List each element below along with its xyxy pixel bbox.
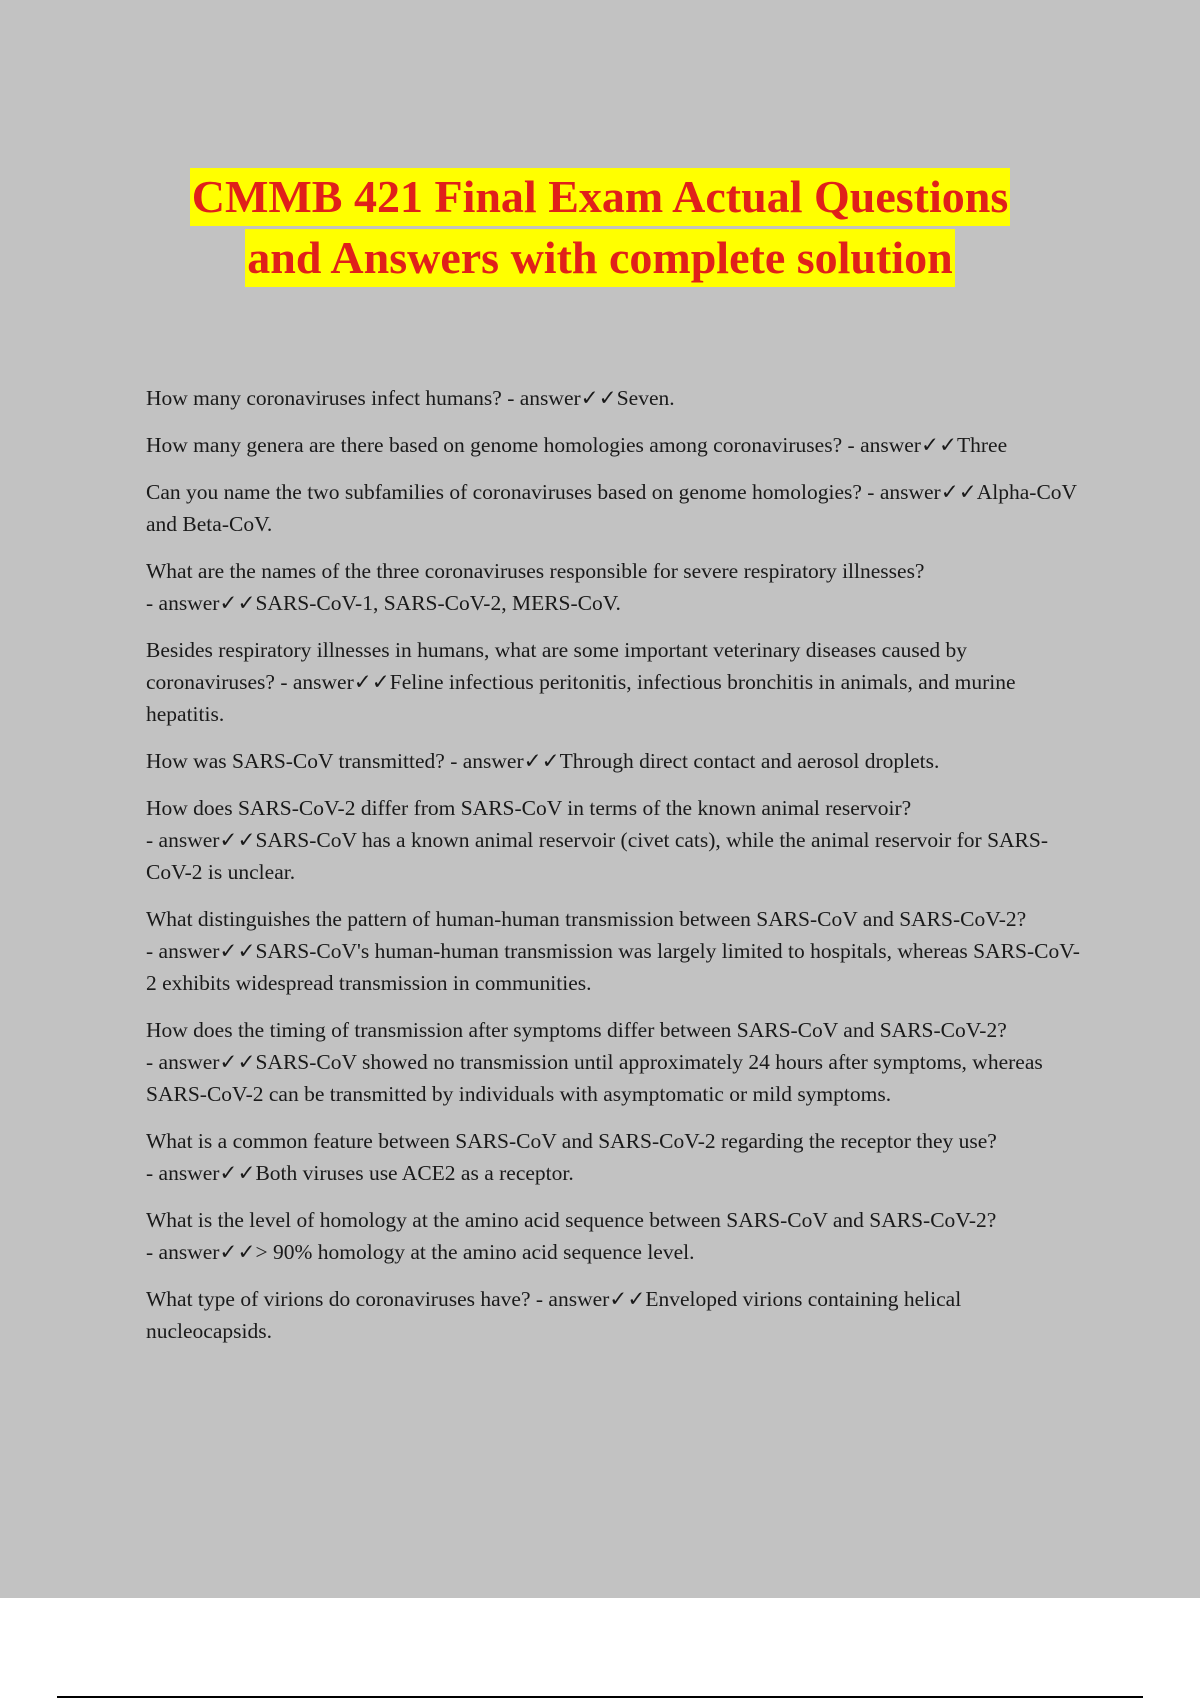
qa-separator: - — [146, 939, 159, 963]
question-text: What type of virions do coronaviruses have? — [146, 1287, 531, 1311]
title-line: CMMB 421 Final Exam Actual Questions — [190, 168, 1011, 226]
answer-marker: answer✓✓ — [158, 591, 256, 615]
question-text: What is the level of homology at the amino acid sequence between SARS-CoV and SARS-CoV-2? — [146, 1208, 997, 1232]
qa-item — [146, 745, 1086, 777]
answer-marker: answer✓✓ — [158, 828, 256, 852]
answer-marker: answer✓✓ — [548, 1287, 646, 1311]
qa-item — [146, 382, 1086, 414]
qa-separator: - — [146, 828, 159, 852]
qa-separator: - — [444, 749, 463, 773]
answer-marker: answer✓✓ — [879, 480, 977, 504]
qa-item — [146, 792, 1086, 888]
qa-item — [146, 903, 1086, 999]
answer-marker: answer✓✓ — [158, 939, 256, 963]
question-text: What are the names of the three coronaviruses responsible for severe respiratory illnesses? — [146, 559, 925, 583]
question-text: How many genera are there based on genome homologies among coronaviruses? — [146, 433, 843, 457]
answer-marker: answer✓✓ — [462, 749, 560, 773]
question-text: Besides respiratory illnesses in humans, what are some important veterinary diseases caused by coronaviruses? — [146, 638, 967, 694]
answer-text: Enveloped virions containing helical nucleocapsids. — [146, 1287, 962, 1343]
answer-text: Feline infectious peritonitis, infectious bronchitis in animals, and murine hepatitis. — [146, 670, 1016, 726]
qa-item — [146, 1204, 1086, 1268]
answer-marker: answer✓✓ — [158, 1050, 256, 1074]
qa-separator: - — [146, 1050, 159, 1074]
title-line: and Answers with complete solution — [245, 229, 954, 287]
answer-text: SARS-CoV showed no transmission until approximately 24 hours after symptoms, whereas SARS-CoV-2 can be transmitted by individuals with asymptomatic or mild symptoms. — [146, 1050, 1043, 1106]
answer-text: Through direct contact and aerosol droplets. — [559, 749, 940, 773]
qa-item — [146, 1283, 1086, 1347]
qa-separator: - — [501, 386, 520, 410]
question-text: Can you name the two subfamilies of coronaviruses based on genome homologies? — [146, 480, 862, 504]
answer-text: SARS-CoV's human-human transmission was largely limited to hospitals, whereas SARS-CoV-2 exhibits widespread transmission in communities. — [146, 939, 1080, 995]
answer-text: Both viruses use ACE2 as a receptor. — [255, 1161, 574, 1185]
answer-text: Seven. — [616, 386, 675, 410]
document-title — [0, 168, 1200, 290]
answer-text: SARS-CoV has a known animal reservoir (civet cats), while the animal reservoir for SARS-CoV-2 is unclear. — [146, 828, 1049, 884]
answer-text: SARS-CoV-1, SARS-CoV-2, MERS-CoV. — [255, 591, 621, 615]
answer-text: Alpha-CoV and Beta-CoV. — [146, 480, 1077, 536]
question-text: How many coronaviruses infect humans? — [146, 386, 502, 410]
footer-divider — [57, 1696, 1143, 1698]
qa-item — [146, 634, 1086, 730]
qa-separator: - — [146, 1161, 159, 1185]
qa-separator: - — [530, 1287, 549, 1311]
answer-text: Three — [956, 433, 1008, 457]
qa-item — [146, 1125, 1086, 1189]
qa-separator: - — [842, 433, 861, 457]
question-text: What distinguishes the pattern of human-human transmission between SARS-CoV and SARS-CoV-2? — [146, 907, 1027, 931]
question-text: How does the timing of transmission after symptoms differ between SARS-CoV and SARS-CoV-2? — [146, 1018, 1007, 1042]
qa-separator: - — [274, 670, 293, 694]
qa-item — [146, 429, 1086, 461]
qa-separator: - — [146, 591, 159, 615]
answer-marker: answer✓✓ — [860, 433, 957, 457]
answer-marker: answer✓✓ — [158, 1161, 256, 1185]
answer-marker: answer✓✓ — [292, 670, 390, 694]
qa-item — [146, 1014, 1086, 1110]
question-text: How was SARS-CoV transmitted? — [146, 749, 445, 773]
answer-text: > 90% homology at the amino acid sequence level. — [255, 1240, 695, 1264]
answer-marker: answer✓✓ — [158, 1240, 256, 1264]
qa-item — [146, 555, 1086, 619]
qa-item — [146, 476, 1086, 540]
question-text: How does SARS-CoV-2 differ from SARS-CoV in terms of the known animal reservoir? — [146, 796, 912, 820]
qa-list — [146, 382, 1086, 1362]
question-text: What is a common feature between SARS-CoV and SARS-CoV-2 regarding the receptor they use? — [146, 1129, 997, 1153]
answer-marker: answer✓✓ — [519, 386, 617, 410]
qa-separator: - — [861, 480, 880, 504]
qa-separator: - — [146, 1240, 159, 1264]
